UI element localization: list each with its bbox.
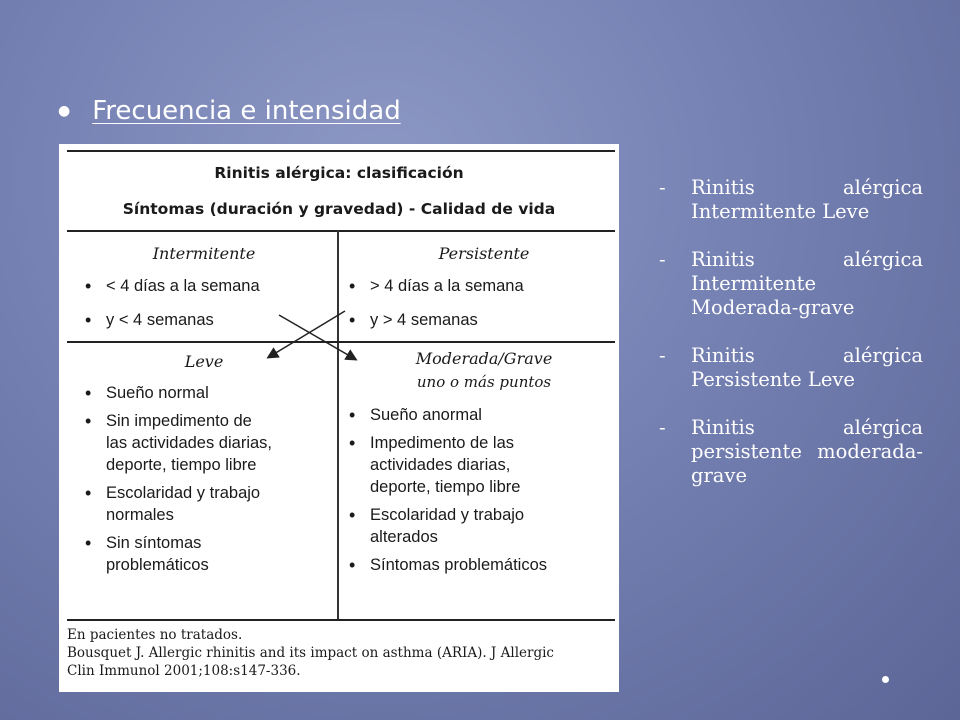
note-item: - Rinitis alérgica Intermitente Moderada-grave <box>655 248 923 320</box>
leve-label: Leve <box>184 352 224 371</box>
moderada-list <box>345 404 547 576</box>
list-item: • Impedimento de las actividades diarias, deporte, tiempo libre <box>345 432 547 498</box>
arrow-intermitente-to-moderada <box>279 315 355 359</box>
arrow-persistente-to-leve <box>269 311 345 357</box>
list-item: • Sueño anormal <box>345 404 547 426</box>
moderada-label: Moderada/Grave <box>415 349 553 368</box>
list-item: • y > 4 semanas <box>345 309 524 331</box>
figure-header-title: Rinitis alérgica: clasificación <box>214 164 464 182</box>
list-item: • Sin síntomas problemáticos <box>81 532 272 576</box>
bullet-dot-icon <box>882 676 889 683</box>
classification-notes <box>655 176 923 512</box>
moderada-sublabel: uno o más puntos <box>416 373 552 391</box>
classification-figure <box>59 144 619 692</box>
list-item: • y < 4 semanas <box>81 309 260 331</box>
list-item: • Escolaridad y trabajo alterados <box>345 504 547 548</box>
footnote-reference: Bousquet J. Allergic rhinitis and its impact on asthma (ARIA). J Allergic <box>67 645 554 661</box>
leve-list <box>81 382 272 576</box>
list-item: • Síntomas problemáticos <box>345 554 547 576</box>
slide-title <box>58 96 401 126</box>
list-item: • Escolaridad y trabajo normales <box>81 482 272 526</box>
note-item: - Rinitis alérgica Intermitente Leve <box>655 176 923 224</box>
list-item: • Sin impedimento de las actividades diarias, deporte, tiempo libre <box>81 410 272 476</box>
list-item: • < 4 días a la semana <box>81 275 260 297</box>
footnote-untreated: En pacientes no tratados. <box>67 627 243 643</box>
note-item: - Rinitis alérgica persistente moderada-grave <box>655 416 923 488</box>
intermitente-label: Intermitente <box>152 244 256 263</box>
footnote-journal: Clin Immunol 2001;108:s147-336. <box>67 663 301 679</box>
slide-title-text: Frecuencia e intensidad <box>92 96 401 126</box>
figure-header-subtitle: Síntomas (duración y gravedad) - Calidad de vida <box>122 200 556 218</box>
list-item: • > 4 días a la semana <box>345 275 524 297</box>
persistente-label: Persistente <box>438 244 530 263</box>
list-item: • Sueño normal <box>81 382 272 404</box>
note-item: - Rinitis alérgica Persistente Leve <box>655 344 923 392</box>
bullet-icon: ● <box>58 103 71 119</box>
